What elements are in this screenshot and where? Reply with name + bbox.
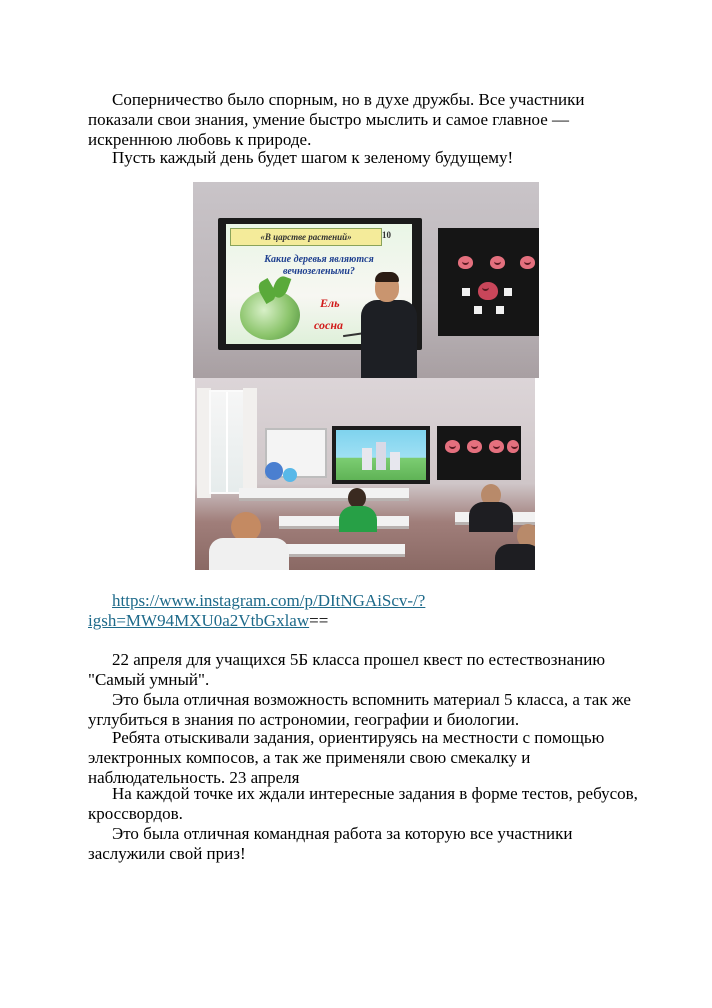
paragraph-rivalry: Соперничество было спорным, но в духе дружбы. Все участники показали свои знания, умение быстро мыслить и самое главное — искреннюю любовь к природе. [88,90,585,149]
instagram-link-paragraph [88,591,648,631]
bulletin-board [437,426,521,480]
student [469,502,513,532]
photo-presentation [193,182,539,378]
paragraph-quest: 22 апреля для учащихся 5Б класса прошел квест по естествознанию "Самый умный". [88,650,606,689]
student-presenter [353,274,421,378]
smiley-icon [489,440,504,453]
paragraph-opportunity: Это была отличная возможность вспомнить материал 5 класса, а так же углубиться в знания по астрономии, географии и биологии. [88,690,631,729]
student [495,544,535,570]
card-icon [504,288,512,296]
smiley-icon [445,440,460,453]
slide-answer-2: сосна [314,318,344,332]
paragraph-green-future: Пусть каждый день будет шагом к зеленому будущему! [112,148,514,167]
slide-number: 10 [382,230,391,240]
student-head [348,488,366,508]
card-icon [474,306,482,314]
paragraph-tasks: Ребята отыскивали задания, ориентируясь на местности с помощью электронных компосов, а так же применяли свою смекалку и наблюдательность. 23 апреля [88,728,605,787]
smiley-icon [467,440,482,453]
slide-answer-1: Ель [320,296,340,310]
instagram-link[interactable]: https://www.instagram.com/p/DItNGAiScv-/? igsh=MW94MXU0a2VtbGxlaw [88,591,426,630]
smiley-icon [507,440,519,453]
toy-balloon [283,468,297,482]
link-suffix: == [309,611,329,630]
slide-question: Какие деревья являются вечнозелеными? [264,254,374,277]
paragraph-points: На каждой точке их ждали интересные задания в форме тестов, ребусов, кроссвордов. [88,784,638,823]
student [339,506,377,532]
desk [239,488,409,501]
toy-balloon [265,462,283,480]
bulletin-board [438,228,539,336]
slide-banner: «В царстве растений» [230,228,382,246]
paragraph-teamwork: Это была отличная командная работа за которую все участники заслужили свой приз! [88,824,573,863]
window [209,390,247,494]
smiley-icon [520,256,535,269]
classroom-screen [332,426,430,484]
smiley-icon [478,282,498,300]
smiley-icon [490,256,505,269]
card-icon [496,306,504,314]
student [209,538,289,570]
photo-classroom [195,378,535,570]
smiley-icon [458,256,473,269]
card-icon [462,288,470,296]
